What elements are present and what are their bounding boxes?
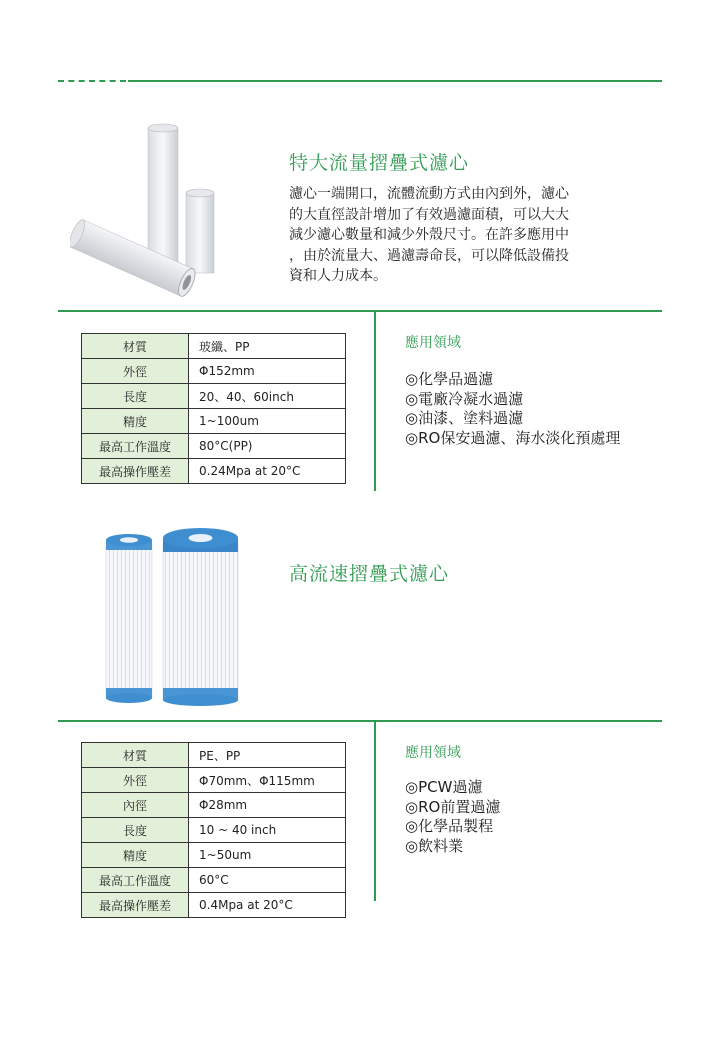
table-row (82, 384, 346, 409)
section1-spec-table (81, 333, 346, 484)
section1-description (289, 184, 619, 287)
table-row (82, 359, 346, 384)
spec-value: 0.4Mpa at 20°C (189, 893, 346, 918)
spec-key: 精度 (82, 409, 189, 434)
spec-key: 材質 (82, 334, 189, 359)
spec-value: 60°C (189, 868, 346, 893)
list-item: ◎飲料業 (405, 836, 464, 855)
header-dashed-rule (58, 80, 126, 82)
section1-column-divider (374, 311, 376, 491)
large-filter-cartridges-image (70, 118, 290, 308)
spec-value: 10 ~ 40 inch (189, 818, 346, 843)
table-row (82, 843, 346, 868)
spec-value: 1~50um (189, 843, 346, 868)
list-item: ◎RO前置過濾 (405, 797, 501, 816)
section1-divider (58, 310, 662, 312)
section2-applications-heading: 應用領域 (405, 745, 461, 761)
section2-column-divider (374, 721, 376, 901)
spec-key: 最高操作壓差 (82, 893, 189, 918)
section1-applications-list (405, 370, 620, 448)
table-row (82, 334, 346, 359)
spec-value: 80°C(PP) (189, 434, 346, 459)
header-solid-rule (128, 80, 662, 82)
spec-key: 內徑 (82, 793, 189, 818)
section1-title: 特大流量摺疊式濾心 (289, 152, 470, 174)
spec-key: 最高工作溫度 (82, 434, 189, 459)
table-row (82, 743, 346, 768)
table-row (82, 818, 346, 843)
section2-spec-table (81, 742, 346, 918)
section2-title: 高流速摺疊式濾心 (289, 563, 450, 585)
list-item: ◎化學品過濾 (405, 370, 494, 388)
list-item: ◎化學品製程 (405, 817, 494, 835)
section1-applications-heading: 應用領域 (405, 335, 461, 351)
spec-value: Φ152mm (189, 359, 346, 384)
table-row (82, 768, 346, 793)
table-row (82, 893, 346, 918)
spec-value: 玻纖、PP (189, 334, 346, 359)
spec-key: 外徑 (82, 768, 189, 793)
description-line: 資和人力成本。 (289, 268, 387, 284)
table-row (82, 459, 346, 484)
spec-key: 外徑 (82, 359, 189, 384)
section2-divider (58, 720, 662, 722)
list-item: ◎油漆、塗料過濾 (405, 409, 524, 427)
spec-value: Φ70mm、Φ115mm (189, 768, 346, 793)
spec-key: 最高操作壓差 (82, 459, 189, 484)
spec-value: 0.24Mpa at 20°C (189, 459, 346, 484)
description-line: 的大直徑設計增加了有效過濾面積，可以大大 (289, 206, 569, 223)
spec-key: 最高工作溫度 (82, 868, 189, 893)
pleated-filter-cartridges-image (98, 526, 248, 706)
table-row (82, 793, 346, 818)
spec-key: 精度 (82, 843, 189, 868)
spec-key: 材質 (82, 743, 189, 768)
spec-key: 長度 (82, 818, 189, 843)
list-item: ◎RO保安過濾、海水淡化預處理 (405, 428, 621, 447)
table-row (82, 409, 346, 434)
list-item: ◎電廠冷凝水過濾 (405, 389, 524, 408)
description-line: 減少濾心數量和減少外殼尺寸。在許多應用中 (289, 227, 569, 243)
spec-key: 長度 (82, 384, 189, 409)
spec-value: 1~100um (189, 409, 346, 434)
description-line: 濾心一端開口，流體流動方式由內到外，濾心 (289, 186, 569, 202)
table-row (82, 868, 346, 893)
spec-value: Φ28mm (189, 793, 346, 818)
table-row (82, 434, 346, 459)
spec-value: 20、40、60inch (189, 384, 346, 409)
description-line: ，由於流量大、過濾壽命長，可以降低設備投 (289, 247, 569, 264)
section2-applications-list (405, 778, 500, 856)
spec-value: PE、PP (189, 743, 346, 768)
list-item: ◎PCW過濾 (405, 778, 483, 796)
